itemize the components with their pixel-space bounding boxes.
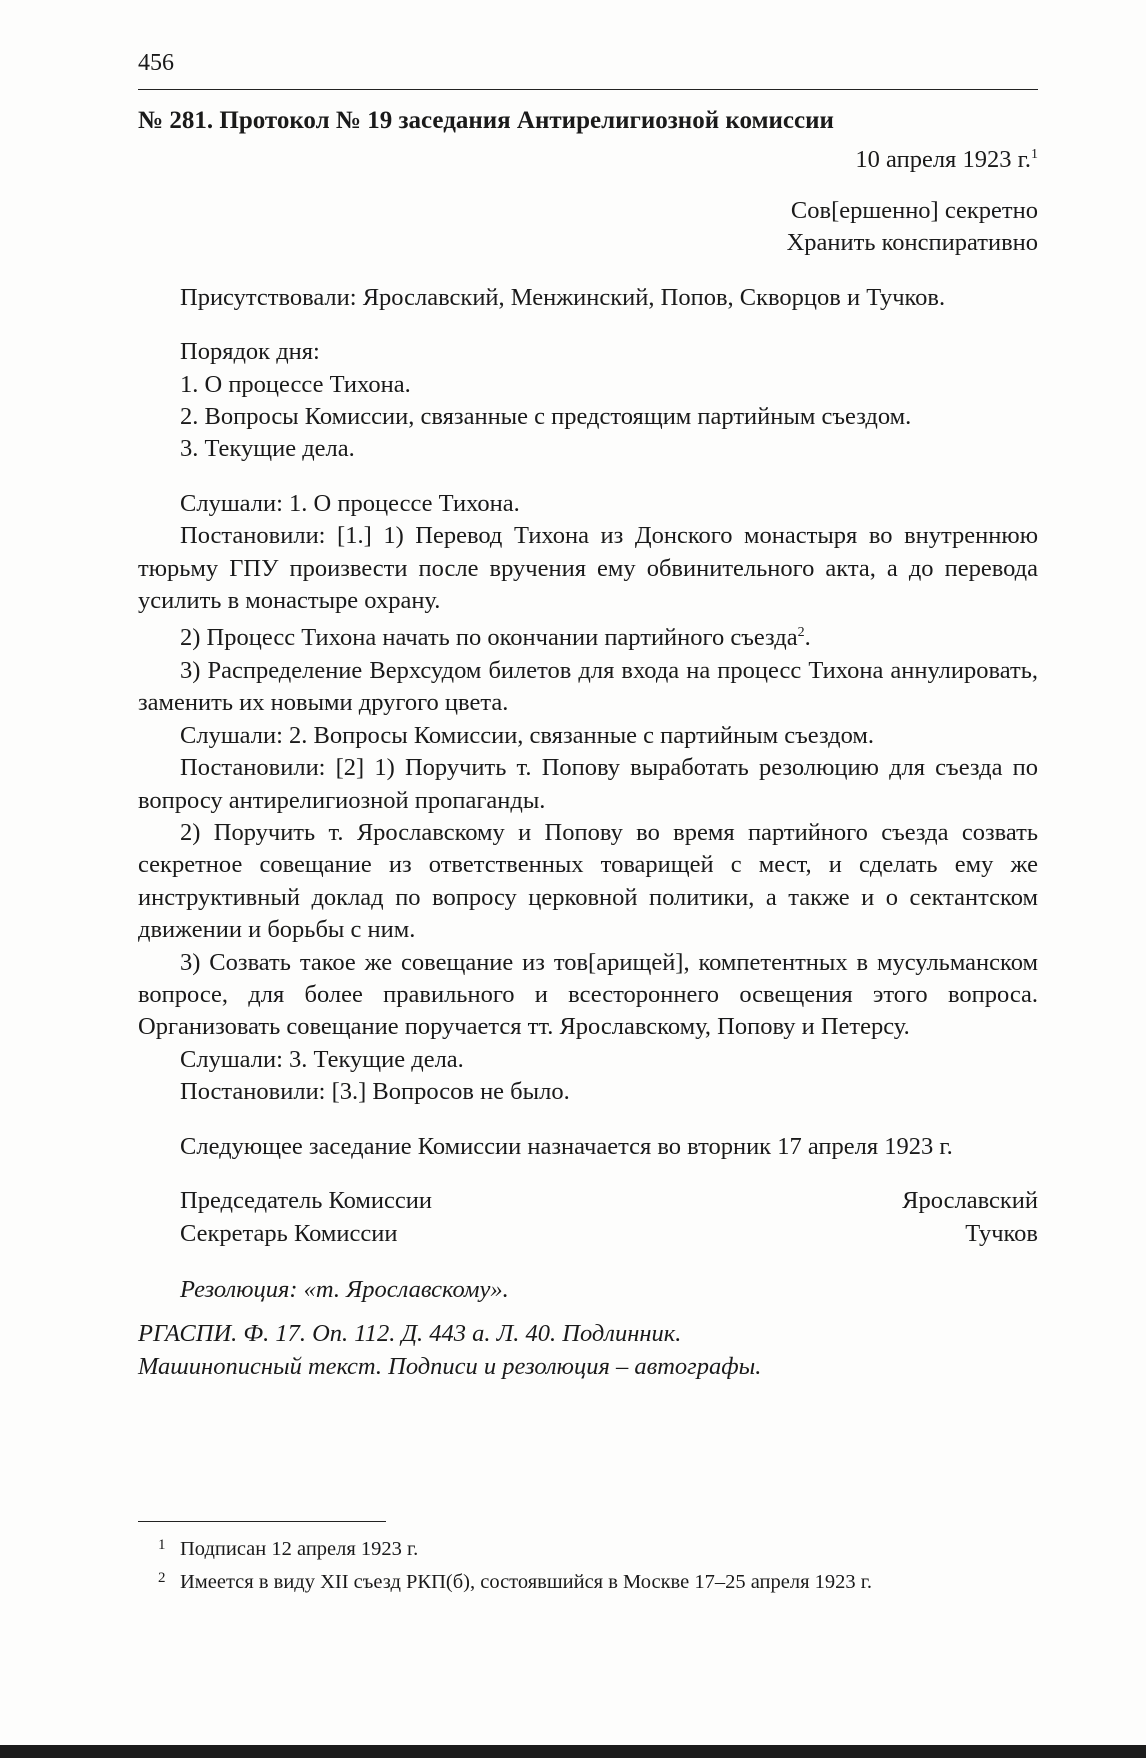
footnote-mark: 1 <box>158 1537 166 1553</box>
heard-3: Слушали: 3. Текущие дела. <box>180 1045 464 1073</box>
chair-name: Ярославский <box>902 1187 1038 1215</box>
footnote-mark-2: 2 <box>797 625 805 641</box>
resolved-1: Постановили: [1.] 1) Перевод Тихона из Донского монастыря во внутреннюю тюрьму ГПУ произвести после вручения ему обвинительного акта, а до перевода усилить в монастыре охрану. <box>138 522 1038 615</box>
document-body <box>138 105 1038 1383</box>
footnote-text: Имеется в виду XII съезд РКП(б), состоявшийся в Москве 17–25 апреля 1923 г. <box>180 1571 872 1593</box>
archive-ref-2: Машинописный текст. Подписи и резолюция – автографы. <box>138 1352 762 1380</box>
signature-secretary <box>138 1218 1038 1250</box>
secrecy-stamp-1: Сов[ершенно] секретно <box>790 196 1038 224</box>
date-text: 10 апреля 1923 г. <box>855 146 1031 174</box>
agenda-item-2: 2. Вопросы Комиссии, связанные с предстоящим партийным съездом. <box>180 403 912 430</box>
resolved-2-item-2: 2) Поручить т. Ярославскому и Попову во время партийного съезда созвать секретное совещание из ответственных товарищей с мест, и сделать ему же инструктивный доклад по вопросу церковной политики, а также и о сектантском движении и борьбы с ним. <box>138 819 1038 944</box>
footnote-text: Подписан 12 апреля 1923 г. <box>180 1538 419 1560</box>
scan-edge-band <box>0 1745 1146 1758</box>
footnote-mark: 2 <box>158 1570 166 1586</box>
archive-ref-1: РГАСПИ. Ф. 17. Оп. 112. Д. 443 а. Л. 40. Подлинник. <box>138 1320 682 1348</box>
resolved-1-item-3: 3) Распределение Верхсудом билетов для входа на процесс Тихона аннулировать, заменить их новыми другого цвета. <box>138 657 1038 717</box>
signature-chair <box>138 1185 1038 1217</box>
attendees: Присутствовали: Ярославский, Менжинский, Попов, Скворцов и Тучков. <box>180 283 946 311</box>
secretary-name: Тучков <box>965 1219 1038 1247</box>
heard-2: Слушали: 2. Вопросы Комиссии, связанные с партийным съездом. <box>180 721 875 749</box>
heard-1: Слушали: 1. О процессе Тихона. <box>180 489 520 517</box>
document-date <box>138 139 1038 177</box>
page-number: 456 <box>138 50 174 76</box>
resolution: Резолюция: «т. Ярославскому». <box>180 1275 509 1303</box>
secrecy-stamp-2: Хранить конспиративно <box>786 229 1038 257</box>
resolved-1-item-2-end: . <box>804 624 811 652</box>
agenda-heading: Порядок дня: <box>180 338 320 366</box>
header-rule <box>138 89 1038 90</box>
footnote-rule <box>138 1521 386 1522</box>
agenda-item-3: 3. Текущие дела. <box>180 435 355 463</box>
secretary-title: Секретарь Комиссии <box>180 1219 398 1247</box>
resolved-2: Постановили: [2] 1) Поручить т. Попову выработать резолюцию для съезда по вопросу антирелигиозной пропаганды. <box>138 754 1038 814</box>
resolved-3: Постановили: [3.] Вопросов не было. <box>180 1078 570 1106</box>
resolved-1-item-2 <box>138 617 1038 655</box>
agenda-item-1: 1. О процессе Тихона. <box>180 370 411 398</box>
resolved-1-item-2-text: 2) Процесс Тихона начать по окончании партийного съезда <box>180 624 798 652</box>
date-footnote-mark: 1 <box>1031 147 1038 163</box>
footnote <box>158 1566 1040 1599</box>
chair-title: Председатель Комиссии <box>180 1187 432 1215</box>
footnote <box>158 1533 1040 1566</box>
footnotes <box>158 1533 1040 1599</box>
resolved-2-item-3: 3) Созвать такое же совещание из тов[арищей], компетентных в мусульманском вопросе, для более правильного и всестороннего освещения этого вопроса. Организовать совещание поручается тт. Ярославскому, Попову и Петерсу. <box>138 948 1038 1041</box>
next-meeting: Следующее заседание Комиссии назначается во вторник 17 апреля 1923 г. <box>180 1132 953 1160</box>
document-title: № 281. Протокол № 19 заседания Антирелигиозной комиссии <box>138 107 834 134</box>
